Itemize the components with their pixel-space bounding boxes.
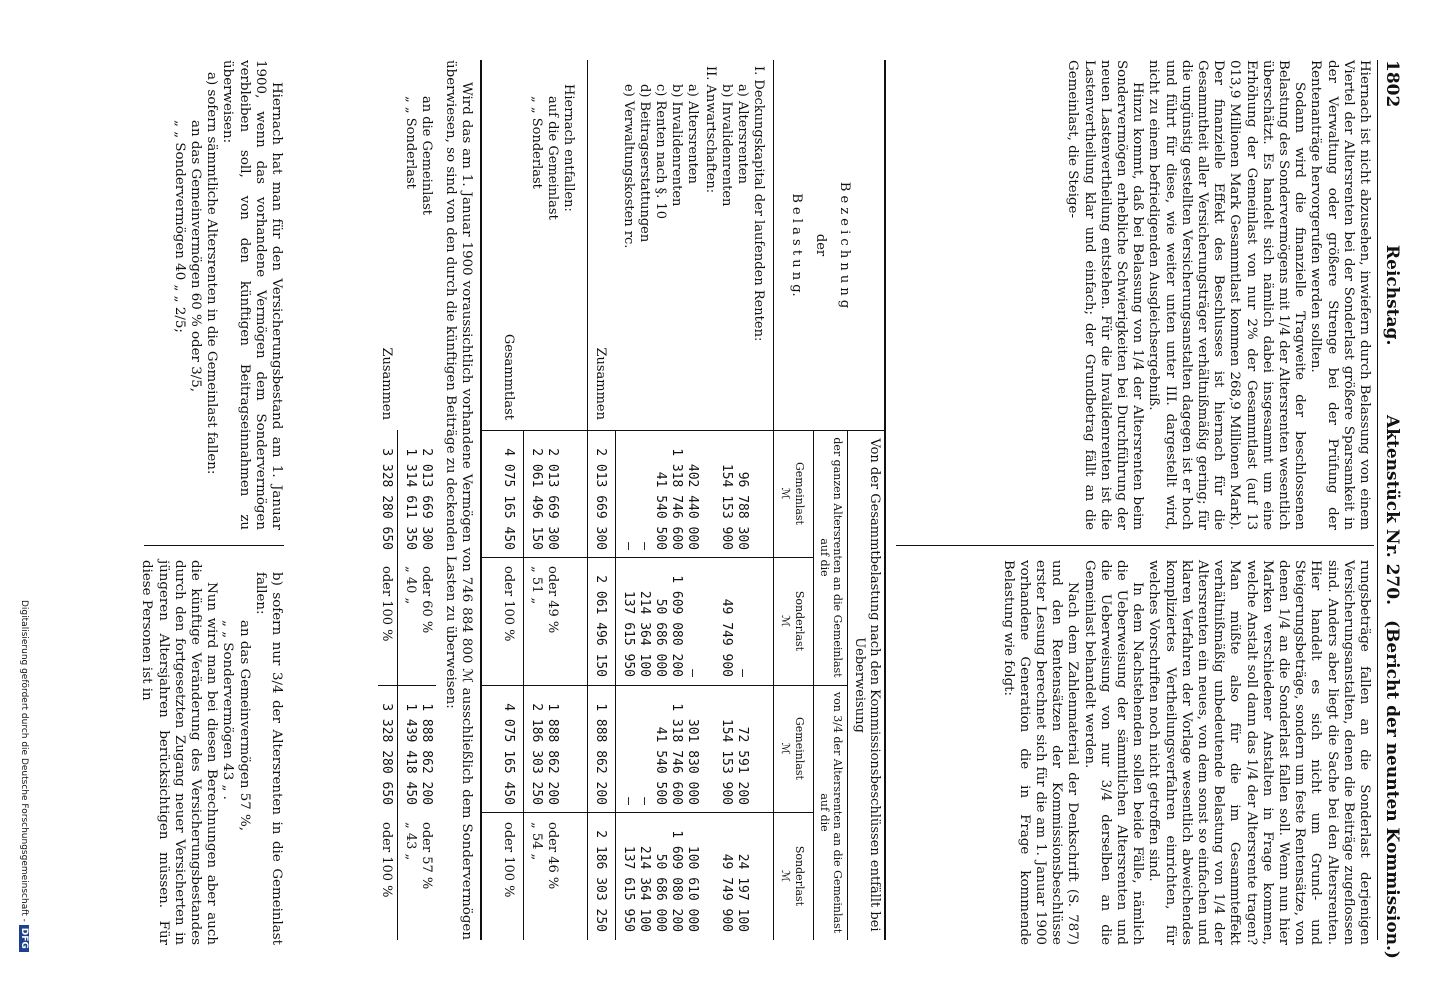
col-head-sonderlast: Sonderlast: [793, 845, 806, 907]
row-label: an die Gemeinlast: [419, 96, 434, 215]
cell: 137 615 950: [621, 590, 636, 677]
table-bottom-rule: [480, 60, 482, 940]
row-label: b) Invalidenrenten: [719, 84, 734, 207]
cell-percent: oder 100 %: [379, 822, 394, 898]
cell: 154 153 900: [719, 718, 734, 805]
paragraph: rungsbeträge fallen an die Sonderlast derjenigen Versicherungsanstalten, denen die Beiträge zugeflossen sind. Anders aber liegt die Sache bei den Altersrenten. Hier handelt es sich nicht um Grund- und Steigerungsbeträge, sondern um feste Rentensätze, von denen 1/4 an die Sonderlast fallen soll. Wenn nun hier Marken verschiedener Anstalten in Frage kommen, welche Anstalt soll dann das 1/4 der Altersrente tragen? Man müßte also für die im Gesammteffekt verhältnißmäßig unbedeutende Belastung von 1/4 der Altersrenten ein neues, von dem sonst so einfachen und klaren Verfahren der Vorlage wesentlich abweichendes kompliziertes Vertheilungsverfahren einrichten, für welches Vorschriften noch nicht getroffen sind.: [1146, 560, 1372, 945]
paragraph: an das Gemeinvermögen 60 % oder 3/5,: [187, 120, 203, 393]
row-label: a) Altersrenten: [735, 84, 750, 184]
row-label: d) Beitragserstattungen: [637, 84, 652, 243]
dfg-logo: DFG: [19, 925, 29, 952]
cell: 2 013 669 300: [545, 448, 560, 550]
cell: 41 540 500: [653, 726, 668, 805]
cell: 3 328 280 650: [379, 448, 394, 550]
lower-left-text: [171, 60, 284, 530]
paragraph: a) sofern sämmtliche Altersrenten in die Gemeinlast fallen:: [204, 72, 220, 475]
cell: 1 888 862 200: [545, 703, 560, 805]
row-label: Gesammtlast: [501, 333, 516, 420]
table-top-rule: [884, 60, 886, 940]
cell: 1 318 746 600: [669, 448, 684, 550]
cell: 1 318 746 600: [669, 703, 684, 805]
row-label: a) Altersrenten: [685, 84, 700, 184]
cell: 2 061 496 150: [529, 448, 544, 550]
header-rule: [1377, 60, 1378, 940]
paragraph: an das Gemeinvermögen 57 %,: [236, 620, 252, 832]
cell-percent: „ 43 „: [403, 822, 418, 861]
section-label: II. Anwartschaften:: [703, 66, 718, 194]
lower-intro: Wird das am 1. Januar 1900 voraussichtlich vorhandene Vermögen von 746 884 800 ℳ ausschließlich dem Sondervermögen überwiesen, so sind von den durch die künftigen Beiträge zu deckenden Lasten zu überweisen:: [442, 60, 474, 940]
cell: 214 364 100: [637, 845, 652, 932]
cell: 2 013 669 300: [419, 448, 434, 550]
column-left-text: [1064, 60, 1372, 530]
cell: 1 609 080 200: [669, 830, 684, 932]
cell: 1 609 080 200: [669, 575, 684, 677]
group-heading-three-quarter: von 3/4 der Altersrenten an die Gemeinlast auf die: [818, 691, 844, 934]
paragraph: b) sofern nur 3/4 der Altersrenten in die Gemeinlast fallen:: [252, 572, 284, 945]
cell: 3 328 280 650: [379, 703, 394, 805]
header-center: Aktenstück Nr. 270.: [1382, 415, 1402, 606]
cell: 154 153 900: [719, 463, 734, 550]
cell: 214 364 100: [637, 590, 652, 677]
row-label: c) Renten nach §. 10: [653, 84, 668, 219]
row-label: Zusammen: [379, 347, 394, 420]
column-divider: [144, 545, 284, 546]
cell: 301 830 000: [685, 718, 700, 805]
paragraph: Sodann wird die finanzielle Tragweite der beschlossenen Belastung des Sondervermögens mit 1/4 der Altersrenten wesentlich überschätzt. Es handelt sich nämlich dabei insgesammt um eine Erhöhung der Gemeinlast von nur 2% der Gesammtlast (auf 13 013,9 Millionen Mark Gesammtlast kommen 268,9 Millionen Mark). Der finanzielle Effekt des Beschlusses ist hiernach für die Gesammtheit aller Versicherungsträger verhältnißmäßig gering; für die ungünstig gestellten Versicherungsanstalten dagegen ist er hoch und führt für diese, wie weiter unten unter III. dargestellt wird, nicht zu einem befriedigenden Ausgleichsergebniß.: [1146, 60, 1308, 530]
cell-percent: „ 40 „: [403, 566, 418, 605]
rule: [773, 60, 774, 940]
cell: 4 075 165 450: [501, 703, 516, 805]
paragraph: Nun wird man bei diesen Berechnungen aber auch die künftige Veränderung des Versicherungsbestandes durch den fortgesetzten Zugang neuer Versicherten in jüngeren Altersjahren berücksichtigen müssen. Für diese Personen ist in: [139, 560, 220, 945]
cell: 2 186 303 250: [593, 830, 608, 932]
row-label: auf die Gemeinlast: [545, 96, 560, 220]
row-label: e) Verwaltungskosten rc.: [621, 84, 636, 249]
cell: 137 615 950: [621, 845, 636, 932]
row-label: b) Invalidenrenten: [669, 84, 684, 207]
cell: —: [735, 669, 750, 677]
col-head-gemeinlast: Gemeinlast: [793, 717, 806, 780]
cell-percent: oder 100 %: [501, 566, 516, 642]
cell: —: [637, 542, 652, 550]
cell: 24 197 100: [735, 853, 750, 932]
cell-percent: „ 51 „: [529, 566, 544, 605]
unit: ℳ: [779, 742, 792, 755]
section-label: I. Deckungskapital der laufenden Renten:: [751, 66, 766, 342]
cell: 50 686 000: [653, 598, 668, 677]
cell: 2 061 496 150: [593, 575, 608, 677]
column-right-text: [999, 560, 1372, 945]
lower-right-text: [138, 560, 284, 945]
paragraph: Nach dem Zahlenmaterial der Denkschrift (S. 787) und den Rentensätzen der Kommissionsbeschlüsse erster Lesung berechnet sich für die am 1. Januar 1900 vorhandene Generation die in Frage kommende Belastung wie folgt:: [1000, 560, 1081, 945]
paragraph: In dem Nachstehenden sollen beide Fälle, nämlich die Ueberweisung der sämmtlichen Altersrenten und die Ueberweisung von nur 3/4 derselben an die Gemeinlast behandelt werden.: [1081, 560, 1146, 945]
paragraph: Hinzu kommt, daß bei Belassung von 1/4 der Altersrenten beim Sondervermögen erhebliche Schwierigkeiten bei Durchführung der neuen Lastenvertheilung entstehen. Für die Invalidenrenten ist die Lastenvertheilung klar und einfach; der Grundbetrag fällt an die Gemeinlast, die Steige-: [1065, 60, 1146, 530]
cell: 49 749 900: [719, 853, 734, 932]
rule: [615, 430, 616, 940]
paragraph: „ „ Sondervermögen 43 „ .: [220, 620, 236, 800]
column-divider: [896, 545, 1374, 546]
cell: 1 888 862 200: [419, 703, 434, 805]
row-label: „ „ Sonderlast: [529, 96, 544, 189]
header-left: Reichstag.: [1382, 245, 1402, 346]
cell: —: [685, 669, 700, 677]
cell: 2 013 669 300: [593, 448, 608, 550]
cell-percent: oder 100 %: [379, 566, 394, 642]
cell: 72 591 200: [735, 726, 750, 805]
cell: 49 749 900: [719, 598, 734, 677]
cell: 402 440 000: [685, 463, 700, 550]
credit-text: Digitalisierung gefördert durch die Deutsche Forschungsgemeinschaft -: [19, 600, 29, 922]
cell: 41 540 500: [653, 471, 668, 550]
header-right: (Bericht der neunten Kommission.): [1382, 620, 1402, 959]
page-number: 1802: [1382, 60, 1402, 108]
section-label: Hiernach entfallen:: [561, 84, 576, 212]
unit: ℳ: [779, 870, 792, 882]
stub-heading: B e z e i c h n u n g der B e l a s t u n g.: [789, 181, 852, 309]
rule: [523, 430, 524, 940]
unit: ℳ: [779, 615, 792, 627]
cell-percent: oder 60 %: [419, 566, 434, 634]
cell: —: [637, 797, 652, 805]
cell-percent: oder 49 %: [545, 566, 560, 634]
row-label: Zusammen: [593, 347, 608, 420]
col-head-gemeinlast: Gemeinlast: [793, 462, 806, 525]
group-heading-full: der ganzen Altersrenten an die Gemeinlast auf die: [818, 437, 844, 678]
rule: [813, 430, 814, 940]
cell: 1 888 862 200: [593, 703, 608, 805]
cell: 96 788 300: [735, 471, 750, 550]
cell: 1 439 418 450: [403, 703, 418, 805]
cell: 2 186 303 250: [529, 703, 544, 805]
cell-percent: oder 57 %: [419, 822, 434, 890]
cell: —: [621, 797, 636, 805]
cell: 4 075 165 450: [501, 448, 516, 550]
paragraph: Hiernach ist nicht abzusehen, inwiefern durch Belassung von einem Viertel der Altersrenten bei der Sonderlast größere Sparsamkeit in der Verwaltung oder größere Strenge bei der Prüfung der Rentenanträge hervorgerufen werden sollten.: [1308, 60, 1372, 530]
row-label: „ „ Sonderlast: [403, 96, 418, 189]
unit: ℳ: [779, 487, 792, 500]
cell: 100 610 000: [685, 845, 700, 932]
cell: 50 686 000: [653, 853, 668, 932]
cell-percent: „ 54 „: [529, 822, 544, 861]
digitization-credit: [19, 600, 29, 952]
cell: —: [621, 542, 636, 550]
cell-percent: oder 100 %: [501, 822, 516, 898]
col-head-sonderlast: Sonderlast: [793, 590, 806, 652]
table-title: Von der Gesammtbelastung nach den Kommissionsbeschlüssen entfällt bei Ueberweisung: [852, 438, 882, 932]
cell-percent: oder 46 %: [545, 822, 560, 890]
paragraph: „ „ Sondervermögen 40 „ „ 2/5;: [171, 120, 187, 333]
cell: 1 314 611 350: [403, 448, 418, 550]
paragraph: Hiernach hat man für den Versicherungsbestand am 1. Januar 1900, wenn das vorhandene Vermögen dem Sondervermögen verbleiben soll, von den künftigen Beitragseinnahmen zu überweisen:: [220, 60, 284, 530]
rule: [587, 60, 588, 940]
